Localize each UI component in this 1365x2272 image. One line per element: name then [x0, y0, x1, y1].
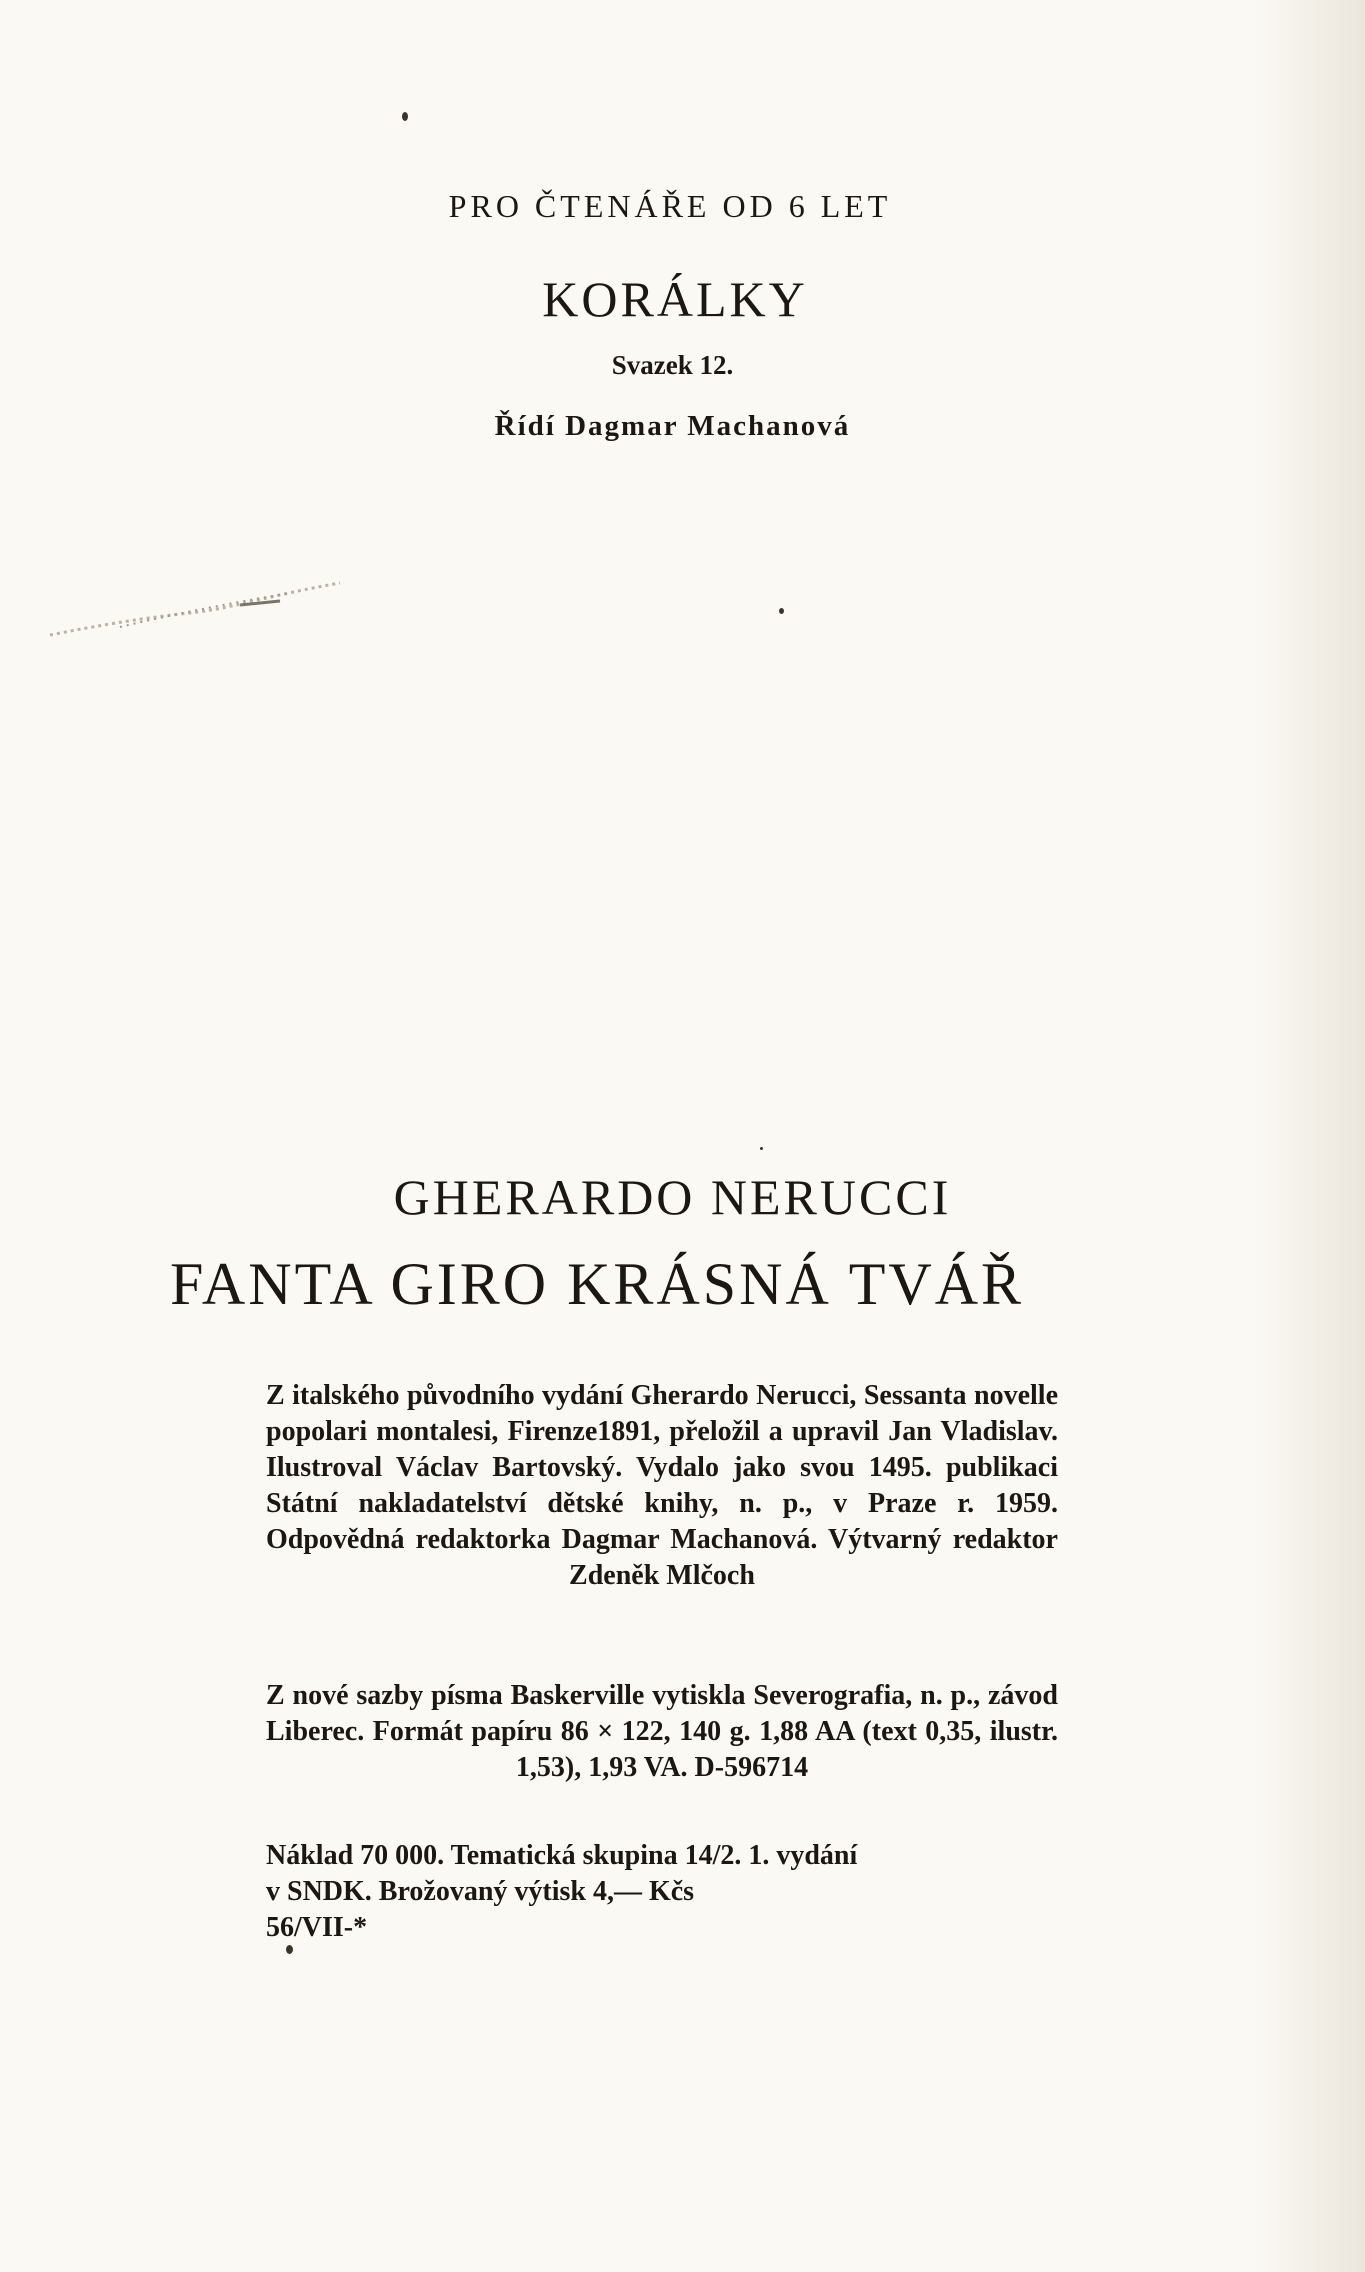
colophon-print-paragraph	[266, 1678, 1058, 1786]
colophon-text: 56/VII-*	[266, 1912, 368, 1943]
colophon-text: Z italského původního vydání Gherardo Nerucci, Sessanta novelle popolari montalesi, Firenze1891, přeložil a upravil Jan Vladislav. Ilustroval Václav Bartovský. Vydalo jako svou 1495. publikaci Státní nakladatelství dětské knihy, n. p., v Praze r. 1959. Odpovědná redaktorka Dagmar Machanová. Výtvarný redaktor Zdeněk Mlčoch	[266, 1380, 1058, 1591]
series-editor: Řídí Dagmar Machanová	[494, 410, 851, 442]
volume-number: Svazek 12.	[611, 350, 734, 380]
series-title: KORÁLKY	[542, 271, 808, 327]
book-title: FANTA GIRO KRÁSNÁ TVÁŘ	[170, 1251, 1025, 1317]
page-smudge	[40, 565, 360, 655]
ink-speck	[779, 608, 784, 614]
page-edge-shadow	[1255, 0, 1365, 2272]
colophon-translation-paragraph	[266, 1378, 1058, 1594]
colophon-edition-paragraph	[266, 1838, 1058, 1946]
ink-speck	[760, 1147, 763, 1150]
colophon-text: Náklad 70 000. Tematická skupina 14/2. 1. vydání	[266, 1840, 858, 1871]
ink-speck	[286, 1945, 293, 1954]
colophon-text: Z nové sazby písma Baskerville vytiskla Severografia, n. p., závod Liberec. Formát papíru 86 × 122, 140 g. 1,88 AA (text 0,35, ilustr. 1,53), 1,93 VA. D-596714	[266, 1680, 1058, 1783]
ink-speck	[402, 112, 408, 121]
author-name: GHERARDO NERUCCI	[393, 1169, 952, 1225]
audience-line: PRO ČTENÁŘE OD 6 LET	[448, 188, 892, 224]
colophon-text: v SNDK. Brožovaný výtisk 4,— Kčs	[266, 1876, 695, 1907]
